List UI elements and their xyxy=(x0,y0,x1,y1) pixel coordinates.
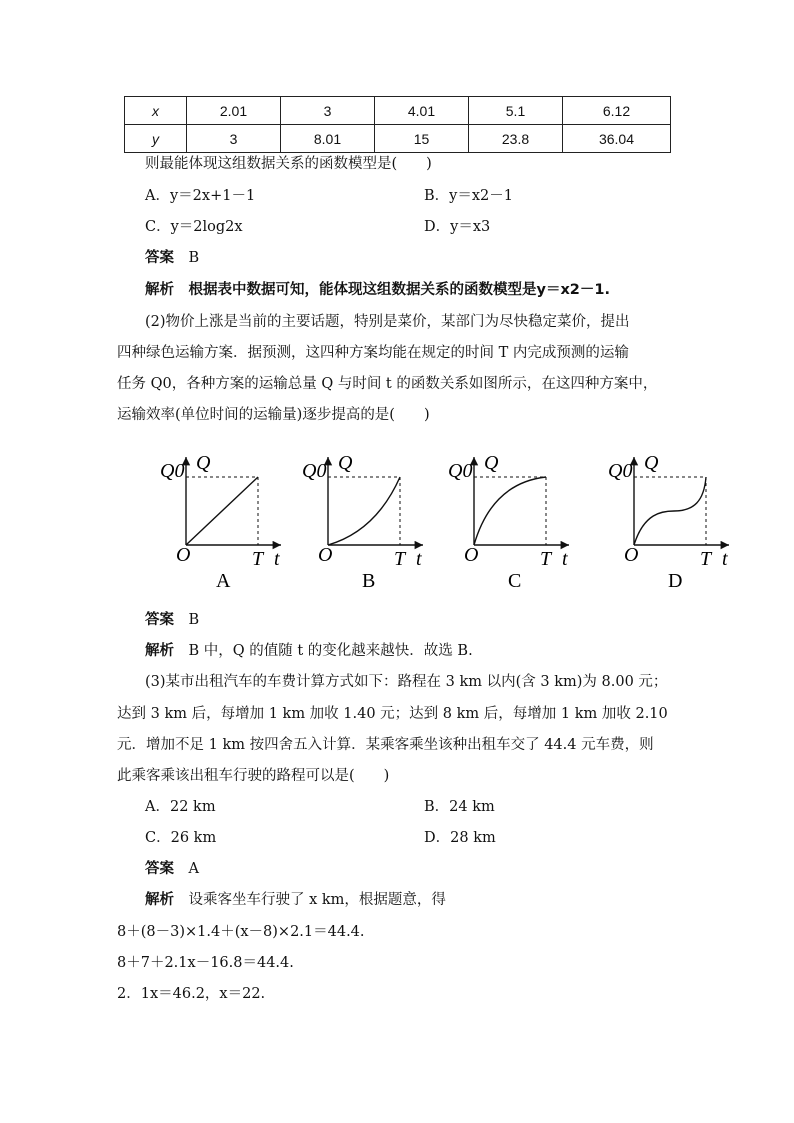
graph-b-q0-label: Q0 xyxy=(302,460,327,482)
data-table xyxy=(124,96,671,153)
graph-d-origin-label: O xyxy=(624,544,639,566)
graph-c-t-label: t xyxy=(562,548,568,570)
q3-line-2: 达到 3 km 后，每增加 1 km 加收 1.40 元；达到 8 km 后，每增加 1 km 加收 2.10 xyxy=(117,706,668,722)
answer-label: 答案 xyxy=(145,612,174,628)
graph-d-t-label: t xyxy=(722,548,728,570)
q1-option-d: D．y＝x3 xyxy=(424,219,491,235)
graph-d-q-label: Q xyxy=(644,452,659,474)
graph-a-caption: A xyxy=(216,570,231,592)
table-cell: 6.12 xyxy=(563,97,671,125)
graph-d-T-label: T xyxy=(700,548,712,570)
table-row-y xyxy=(125,125,671,153)
q1-option-a: A．y＝2x+1－1 xyxy=(145,188,256,204)
table-cell: 2.01 xyxy=(187,97,281,125)
q2-line-2: 四种绿色运输方案．据预测，这四种方案均能在规定的时间 T 内完成预测的运输 xyxy=(117,345,629,361)
graph-b-t-label: t xyxy=(416,548,422,570)
answer-label: 答案 xyxy=(145,861,174,877)
q3-line-4: 此乘客乘该出租车行驶的路程可以是( ) xyxy=(117,768,390,784)
q3-option-c: C．26 km xyxy=(145,830,217,846)
graph-c-caption: C xyxy=(508,570,522,592)
analysis-label: 解析 xyxy=(145,892,174,908)
q1-prompt: 则最能体现这组数据关系的函数模型是( ) xyxy=(145,156,432,172)
graph-b-q-label: Q xyxy=(338,452,353,474)
q3-step-3: 2．1x＝46.2，x＝22. xyxy=(117,986,266,1002)
q1-option-a-text: y＝2x+1－1 xyxy=(169,188,256,204)
graph-a-T-label: T xyxy=(252,548,264,570)
q3-line-3: 元．增加不足 1 km 按四舍五入计算．某乘客乘坐该种出租车交了 44.4 元车费，则 xyxy=(117,737,654,753)
graph-a xyxy=(160,452,281,592)
analysis-label: 解析 xyxy=(145,643,174,659)
table-cell: 36.04 xyxy=(563,125,671,153)
graph-c-origin-label: O xyxy=(464,544,479,566)
graph-a-t-label: t xyxy=(274,548,280,570)
graph-a-origin-label: O xyxy=(176,544,191,566)
q1-option-d-text: y＝x3 xyxy=(450,219,491,235)
table-cell: 5.1 xyxy=(469,97,563,125)
q1-option-b-text: y＝x2－1 xyxy=(449,188,513,204)
q1-option-c-text: y＝2log2x xyxy=(170,219,243,235)
graph-c-q-label: Q xyxy=(484,452,499,474)
q3-option-d: D．28 km xyxy=(424,830,496,846)
table-cell: 3 xyxy=(281,97,375,125)
q3-step-2: 8＋7＋2.1x－16.8＝44.4. xyxy=(117,955,294,971)
graph-d-q0-label: Q0 xyxy=(608,460,633,482)
q2-answer: 答案 B xyxy=(145,612,200,628)
graph-b-caption: B xyxy=(362,570,376,592)
answer-label: 答案 xyxy=(145,250,174,266)
graph-b xyxy=(302,452,423,592)
table-header-y: y xyxy=(125,125,187,153)
table-header-x: x xyxy=(125,97,187,125)
graph-b-origin-label: O xyxy=(318,544,333,566)
graph-d xyxy=(608,452,729,592)
q2-line-3: 任务 Q0，各种方案的运输总量 Q 与时间 t 的函数关系如图所示，在这四种方案中， xyxy=(117,376,658,392)
graph-a-q0-label: Q0 xyxy=(160,460,185,482)
graph-c-q0-label: Q0 xyxy=(448,460,473,482)
q2-line-4: 运输效率(单位时间的运输量)逐步提高的是( ) xyxy=(117,407,430,423)
graph-a-curve xyxy=(186,477,258,545)
q2-graphs-figure xyxy=(150,445,740,595)
table-cell: 15 xyxy=(375,125,469,153)
graph-d-curve xyxy=(634,477,706,545)
graph-c xyxy=(448,452,569,592)
q3-analysis: 解析 设乘客坐车行驶了 x km，根据题意，得 xyxy=(145,892,446,908)
q1-answer: 答案 B xyxy=(145,250,200,266)
q3-option-b: B．24 km xyxy=(424,799,495,815)
q2-line-1: (2)物价上涨是当前的主要话题，特别是菜价，某部门为尽快稳定菜价，提出 xyxy=(145,314,630,330)
table-row-x xyxy=(125,97,671,125)
graph-c-T-label: T xyxy=(540,548,552,570)
q3-step-1: 8＋(8－3)×1.4＋(x－8)×2.1＝44.4. xyxy=(117,924,365,940)
table-cell: 4.01 xyxy=(375,97,469,125)
q2-analysis: 解析 B 中，Q 的值随 t 的变化越来越快．故选 B. xyxy=(145,643,473,659)
table-cell: 8.01 xyxy=(281,125,375,153)
q3-answer: 答案 A xyxy=(145,861,199,877)
table-cell: 3 xyxy=(187,125,281,153)
table-cell: 23.8 xyxy=(469,125,563,153)
graph-c-curve xyxy=(474,477,546,545)
graph-b-curve xyxy=(328,477,400,545)
graph-d-caption: D xyxy=(668,570,683,592)
q1-analysis: 解析 根据表中数据可知，能体现这组数据关系的函数模型是y＝x2－1. xyxy=(145,282,610,298)
q3-line-1: (3)某市出租汽车的车费计算方式如下：路程在 3 km 以内(含 3 km)为 8.00 元； xyxy=(145,674,668,690)
graph-a-q-label: Q xyxy=(196,452,211,474)
q1-option-c: C．y＝2log2x xyxy=(145,219,243,235)
graph-b-T-label: T xyxy=(394,548,406,570)
analysis-label: 解析 xyxy=(145,282,174,298)
q3-option-a: A．22 km xyxy=(145,799,216,815)
q1-option-b: B．y＝x2－1 xyxy=(424,188,513,204)
